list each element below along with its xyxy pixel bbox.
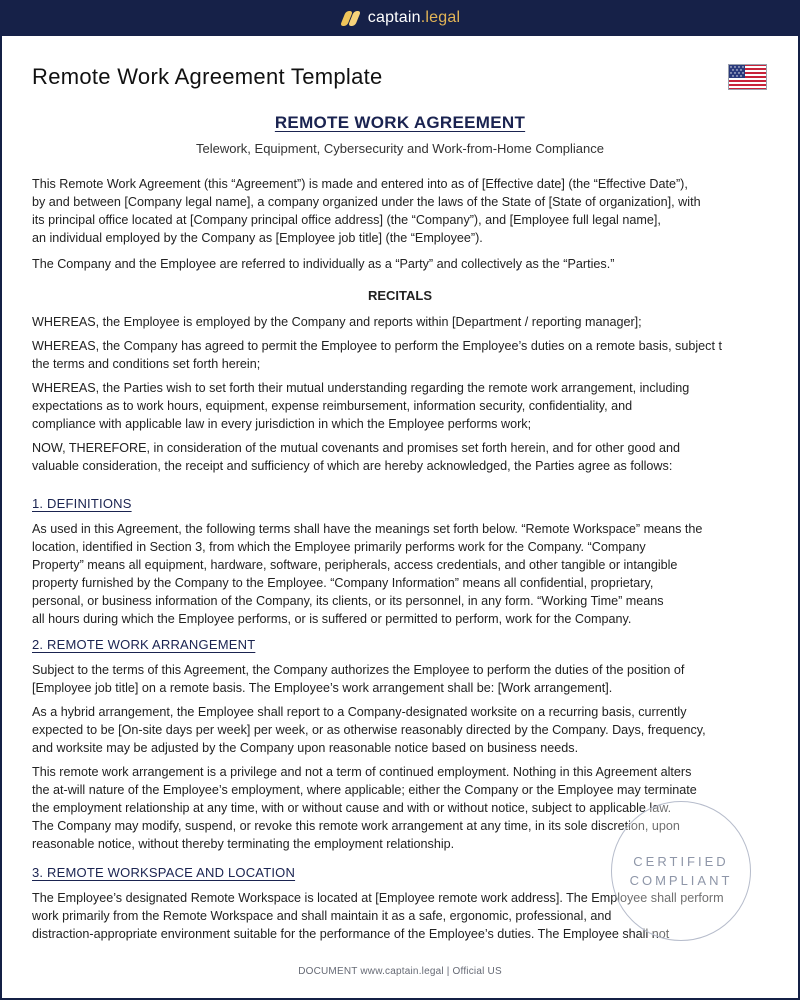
text-line: an individual employed by the Company as [Employee job title] (the “Employee”). (32, 231, 483, 245)
section-heading-definitions: 1. DEFINITIONS (32, 496, 132, 511)
certified-compliant-stamp (611, 801, 751, 941)
text-line: This remote work arrangement is a privilege and not a term of continued employment. Nothing in this Agreement alters (32, 765, 692, 779)
recital-paragraph (32, 379, 768, 433)
brand-name[interactable] (368, 9, 460, 27)
recital-paragraph (32, 439, 768, 475)
text-line: Property” means all equipment, hardware, software, peripherals, access credentials, and other tangible or intangible (32, 558, 678, 572)
section-paragraph (32, 703, 768, 757)
us-flag-icon (728, 64, 767, 90)
recitals-heading: RECITALS (367, 288, 433, 303)
text-line: The Company may modify, suspend, or revoke this remote work arrangement at any time, in its sole discretion, upon (32, 819, 680, 833)
text-line: As used in this Agreement, the following terms shall have the meanings set forth below. “Remote Workspace” means the (32, 522, 703, 536)
text-line: distraction-appropriate environment suitable for the performance of the Employee’s duties. The Employee shall not (32, 927, 670, 941)
text-line: its principal office located at [Company principal office address] (the “Company”), and [Employee full legal name], (32, 213, 661, 227)
text-line: location, identified in Section 3, from which the Employee primarily performs work for the Company. “Company (32, 540, 646, 554)
agreement-subtitle: Telework, Equipment, Cybersecurity and Work-from-Home Compliance (196, 141, 604, 156)
stamp-line: CERTIFIED (633, 854, 729, 869)
captain-logo-icon (340, 10, 360, 26)
text-line: WHEREAS, the Employee is employed by the Company and reports within [Department / reporting manager]; (32, 315, 642, 329)
text-line: This Remote Work Agreement (this “Agreement”) is made and entered into as of [Effective date] (the “Effective Date”), (32, 177, 688, 191)
top-bar (0, 0, 800, 36)
recital-paragraph (32, 313, 768, 331)
text-line: compliance with applicable law in every jurisdiction in which the Employee performs work; (32, 417, 532, 431)
parties-paragraph: The Company and the Employee are referred to individually as a “Party” and collectively as the “Parties.” (32, 257, 615, 271)
text-line: NOW, THEREFORE, in consideration of the mutual covenants and promises set forth herein, and for other good and (32, 441, 680, 455)
text-line: the at-will nature of the Employee’s employment, where applicable; either the Company or the Employee may terminate (32, 783, 697, 797)
intro-paragraph (32, 175, 768, 247)
stamp-line: COMPLIANT (629, 873, 733, 888)
page-fade (2, 944, 798, 958)
text-line: Subject to the terms of this Agreement, the Company authorizes the Employee to perform the duties of the position of (32, 663, 685, 677)
text-line: As a hybrid arrangement, the Employee shall report to a Company-designated worksite on a recurring basis, currently (32, 705, 687, 719)
page-footer: DOCUMENT www.captain.legal | Official US (298, 966, 502, 977)
brand-tld: .legal (420, 9, 461, 26)
brand-word: captain (367, 9, 421, 26)
text-line: the employment relationship at any time, with or without cause and with or without notice, subject to applicable law. (32, 801, 672, 815)
text-line: by and between [Company legal name], a company organized under the laws of the State of [State of organization], with (32, 195, 701, 209)
text-line: property furnished by the Company to the Employee. “Company Information” means all confidential, proprietary, (32, 576, 654, 590)
section-paragraph (32, 520, 768, 628)
text-line: WHEREAS, the Company has agreed to permit the Employee to perform the Employee’s duties on a remote basis, subject t (32, 339, 722, 353)
text-line: the terms and conditions set forth herein; (32, 357, 261, 371)
text-line: work primarily from the Remote Workspace and shall maintain it as a safe, ergonomic, professional, and (32, 909, 612, 923)
text-line: WHEREAS, the Parties wish to set forth their mutual understanding regarding the remote work arrangement, including (32, 381, 690, 395)
text-line: valuable consideration, the receipt and sufficiency of which are hereby acknowledged, the Parties agree as follows: (32, 459, 673, 473)
section-paragraph (32, 661, 768, 697)
text-line: reasonable notice, without thereby terminating the employment relationship. (32, 837, 455, 851)
agreement-heading: REMOTE WORK AGREEMENT (274, 113, 526, 132)
recital-paragraph (32, 337, 768, 373)
text-line: and worksite may be adjusted by the Company upon reasonable notice based on business needs. (32, 741, 579, 755)
text-line: [Employee job title] on a remote basis. The Employee’s work arrangement shall be: [Work arrangement]. (32, 681, 613, 695)
section-heading-remote-work-arrangement: 2. REMOTE WORK ARRANGEMENT (32, 637, 256, 652)
page-title: Remote Work Agreement Template (32, 64, 383, 89)
text-line: expectations as to work hours, equipment, expense reimbursement, information security, confidentiality, and (32, 399, 633, 413)
section-heading-remote-workspace: 3. REMOTE WORKSPACE AND LOCATION (32, 865, 296, 880)
text-line: The Employee’s designated Remote Workspace is located at [Employee remote work address]. The Employee shall perform (32, 891, 724, 905)
text-line: expected to be [On-site days per week] per week, or as otherwise reasonably directed by the Company. Days, frequency, (32, 723, 706, 737)
text-line: personal, or business information of the Company, its clients, or its personnel, in any form. “Working Time” means (32, 594, 664, 608)
text-line: all hours during which the Employee performs, or is suffered or permitted to perform, work for the Company. (32, 612, 632, 626)
